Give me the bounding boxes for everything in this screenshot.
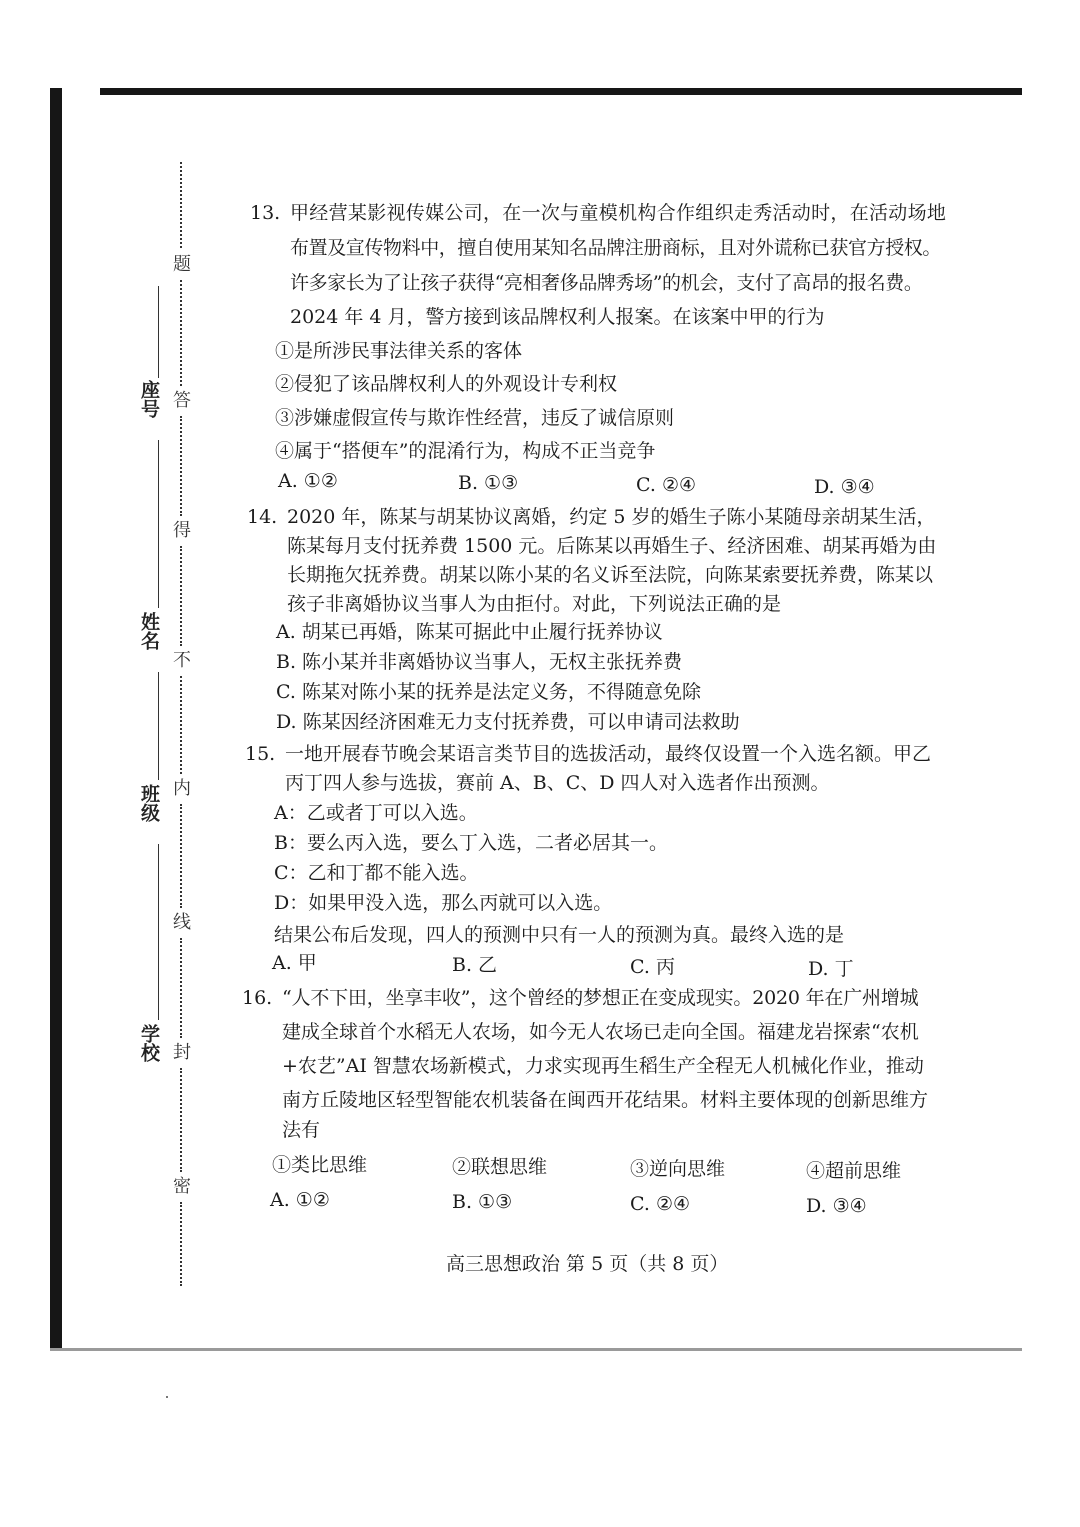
prediction-item: C：乙和丁都不能入选。: [274, 862, 479, 884]
field-underline: [158, 286, 159, 378]
seal-char: 不: [170, 650, 191, 668]
question-number: 14.: [247, 506, 278, 528]
statement-item: ①是所涉民事法律关系的客体: [275, 340, 523, 362]
stray-dot: [166, 1396, 168, 1398]
answer-option: B. 陈小某并非离婚协议当事人，无权主张抚养费: [276, 651, 683, 673]
seal-dotted-line: [180, 280, 182, 386]
answer-option: B. 乙: [452, 954, 498, 976]
question-stem-line: 2020 年，陈某与胡某协议离婚，约定 5 岁的婚生子陈小某随母亲胡某生活，: [287, 506, 936, 528]
answer-option: C. ②④: [636, 474, 697, 496]
field-underline: [158, 844, 159, 1020]
seal-dotted-line: [180, 416, 182, 516]
seal-char: 内: [170, 778, 191, 796]
question-number: 13.: [250, 202, 281, 224]
question-number: 15.: [245, 743, 276, 765]
question-stem-line: 一地开展春节晚会某语言类节目的选拔活动，最终仅设置一个入选名额。甲乙: [285, 743, 932, 765]
statement-item: ③逆向思维: [630, 1158, 726, 1180]
answer-option: C. 陈某对陈小某的抚养是法定义务，不得随意免除: [276, 681, 701, 703]
answer-option: A. ①②: [270, 1189, 330, 1211]
answer-option: D. ③④: [806, 1195, 867, 1217]
answer-option: A. 胡某已再婚，陈某可据此中止履行抚养协议: [276, 621, 663, 643]
statement-item: ②侵犯了该品牌权利人的外观设计专利权: [275, 373, 618, 395]
answer-option: B. ①③: [452, 1191, 513, 1213]
question-stem-line: 陈某每月支付抚养费 1500 元。后陈某以再婚生子、经济困难、胡某再婚为由: [287, 535, 937, 557]
page-footer: 高三思想政治 第 5 页（共 8 页）: [446, 1253, 729, 1275]
answer-option: A. 甲: [272, 952, 317, 974]
seal-char: 题: [170, 254, 191, 272]
sheet-border-bottom: [50, 1348, 1022, 1351]
sheet-border-left: [50, 88, 62, 1350]
question-stem-line: 建成全球首个水稻无人农场，如今无人农场已走向全国。福建龙岩探索“农机: [282, 1021, 919, 1043]
seal-char: 密: [170, 1176, 191, 1194]
seal-dotted-line: [180, 804, 182, 908]
answer-option: B. ①③: [458, 472, 519, 494]
question-stem-line: 丙丁四人参与选拔，赛前 A、B、C、D 四人对入选者作出预测。: [285, 772, 830, 794]
answer-option: D. ③④: [814, 476, 875, 498]
statement-item: ①类比思维: [272, 1154, 368, 1176]
answer-option: A. ①②: [278, 470, 338, 492]
question-stem-line: 孩子非离婚协议当事人为由拒付。对此，下列说法正确的是: [287, 593, 782, 615]
seal-char: 线: [170, 912, 191, 930]
question-stem-line: 长期拖欠抚养费。胡某以陈小某的名义诉至法院，向陈某索要抚养费，陈某以: [287, 564, 934, 586]
seal-char: 封: [170, 1042, 191, 1060]
answer-option: C. ②④: [630, 1193, 691, 1215]
seal-char: 得: [170, 520, 191, 538]
question-stem-line: 南方丘陵地区轻型智能农机装备在闽西开花结果。材料主要体现的创新思维方: [282, 1089, 929, 1111]
class-label: 班级: [138, 784, 160, 822]
question-stem-line: “人不下田，坐享丰收”，这个曾经的梦想正在变成现实。2020 年在广州增城: [282, 987, 919, 1009]
question-stem-line: +农艺”AI 智慧农场新模式，力求实现再生稻生产全程无人机械化作业，推动: [282, 1055, 924, 1077]
seal-dotted-line: [180, 162, 182, 248]
seal-dotted-line: [180, 938, 182, 1038]
statement-item: ②联想思维: [452, 1156, 548, 1178]
prediction-item: A：乙或者丁可以入选。: [274, 802, 478, 824]
field-underline: [158, 672, 159, 780]
question-stem-line: 甲经营某影视传媒公司，在一次与童模机构合作组织走秀活动时，在活动场地: [290, 202, 947, 224]
seal-dotted-line: [180, 1068, 182, 1172]
field-underline: [158, 440, 159, 608]
seal-dotted-line: [180, 676, 182, 774]
answer-option: D. 陈某因经济困难无力支付抚养费，可以申请司法救助: [276, 711, 740, 733]
question-stem-line: 布置及宣传物料中，擅自使用某知名品牌注册商标，且对外谎称已获官方授权。: [290, 237, 942, 259]
question-number: 16.: [242, 987, 273, 1009]
seal-char: 答: [170, 390, 191, 408]
prediction-item: D：如果甲没入选，那么丙就可以入选。: [274, 892, 613, 914]
seal-dotted-line: [180, 1202, 182, 1286]
sheet-border-top: [100, 88, 1022, 95]
statement-item: ③涉嫌虚假宣传与欺诈性经营，违反了诚信原则: [275, 407, 675, 429]
question-stem-line: 2024 年 4 月，警方接到该品牌权利人报案。在该案中甲的行为: [290, 306, 825, 328]
question-stem-line: 法有: [282, 1119, 321, 1141]
seat-number-label: 座号: [138, 380, 160, 418]
answer-option: C. 丙: [630, 956, 675, 978]
statement-item: ④属于“搭便车”的混淆行为，构成不正当竞争: [275, 440, 656, 462]
name-label: 姓名: [138, 612, 160, 650]
question-stem-line: 许多家长为了让孩子获得“亮相奢侈品牌秀场”的机会，支付了高昂的报名费。: [290, 272, 923, 294]
school-label: 学校: [138, 1024, 160, 1062]
prediction-item: B：要么丙入选，要么丁入选，二者必居其一。: [274, 832, 668, 854]
answer-option: D. 丁: [808, 958, 854, 980]
seal-dotted-line: [180, 546, 182, 646]
statement-item: ④超前思维: [806, 1160, 902, 1182]
question-tail: 结果公布后发现，四人的预测中只有一人的预测为真。最终入选的是: [274, 924, 845, 946]
